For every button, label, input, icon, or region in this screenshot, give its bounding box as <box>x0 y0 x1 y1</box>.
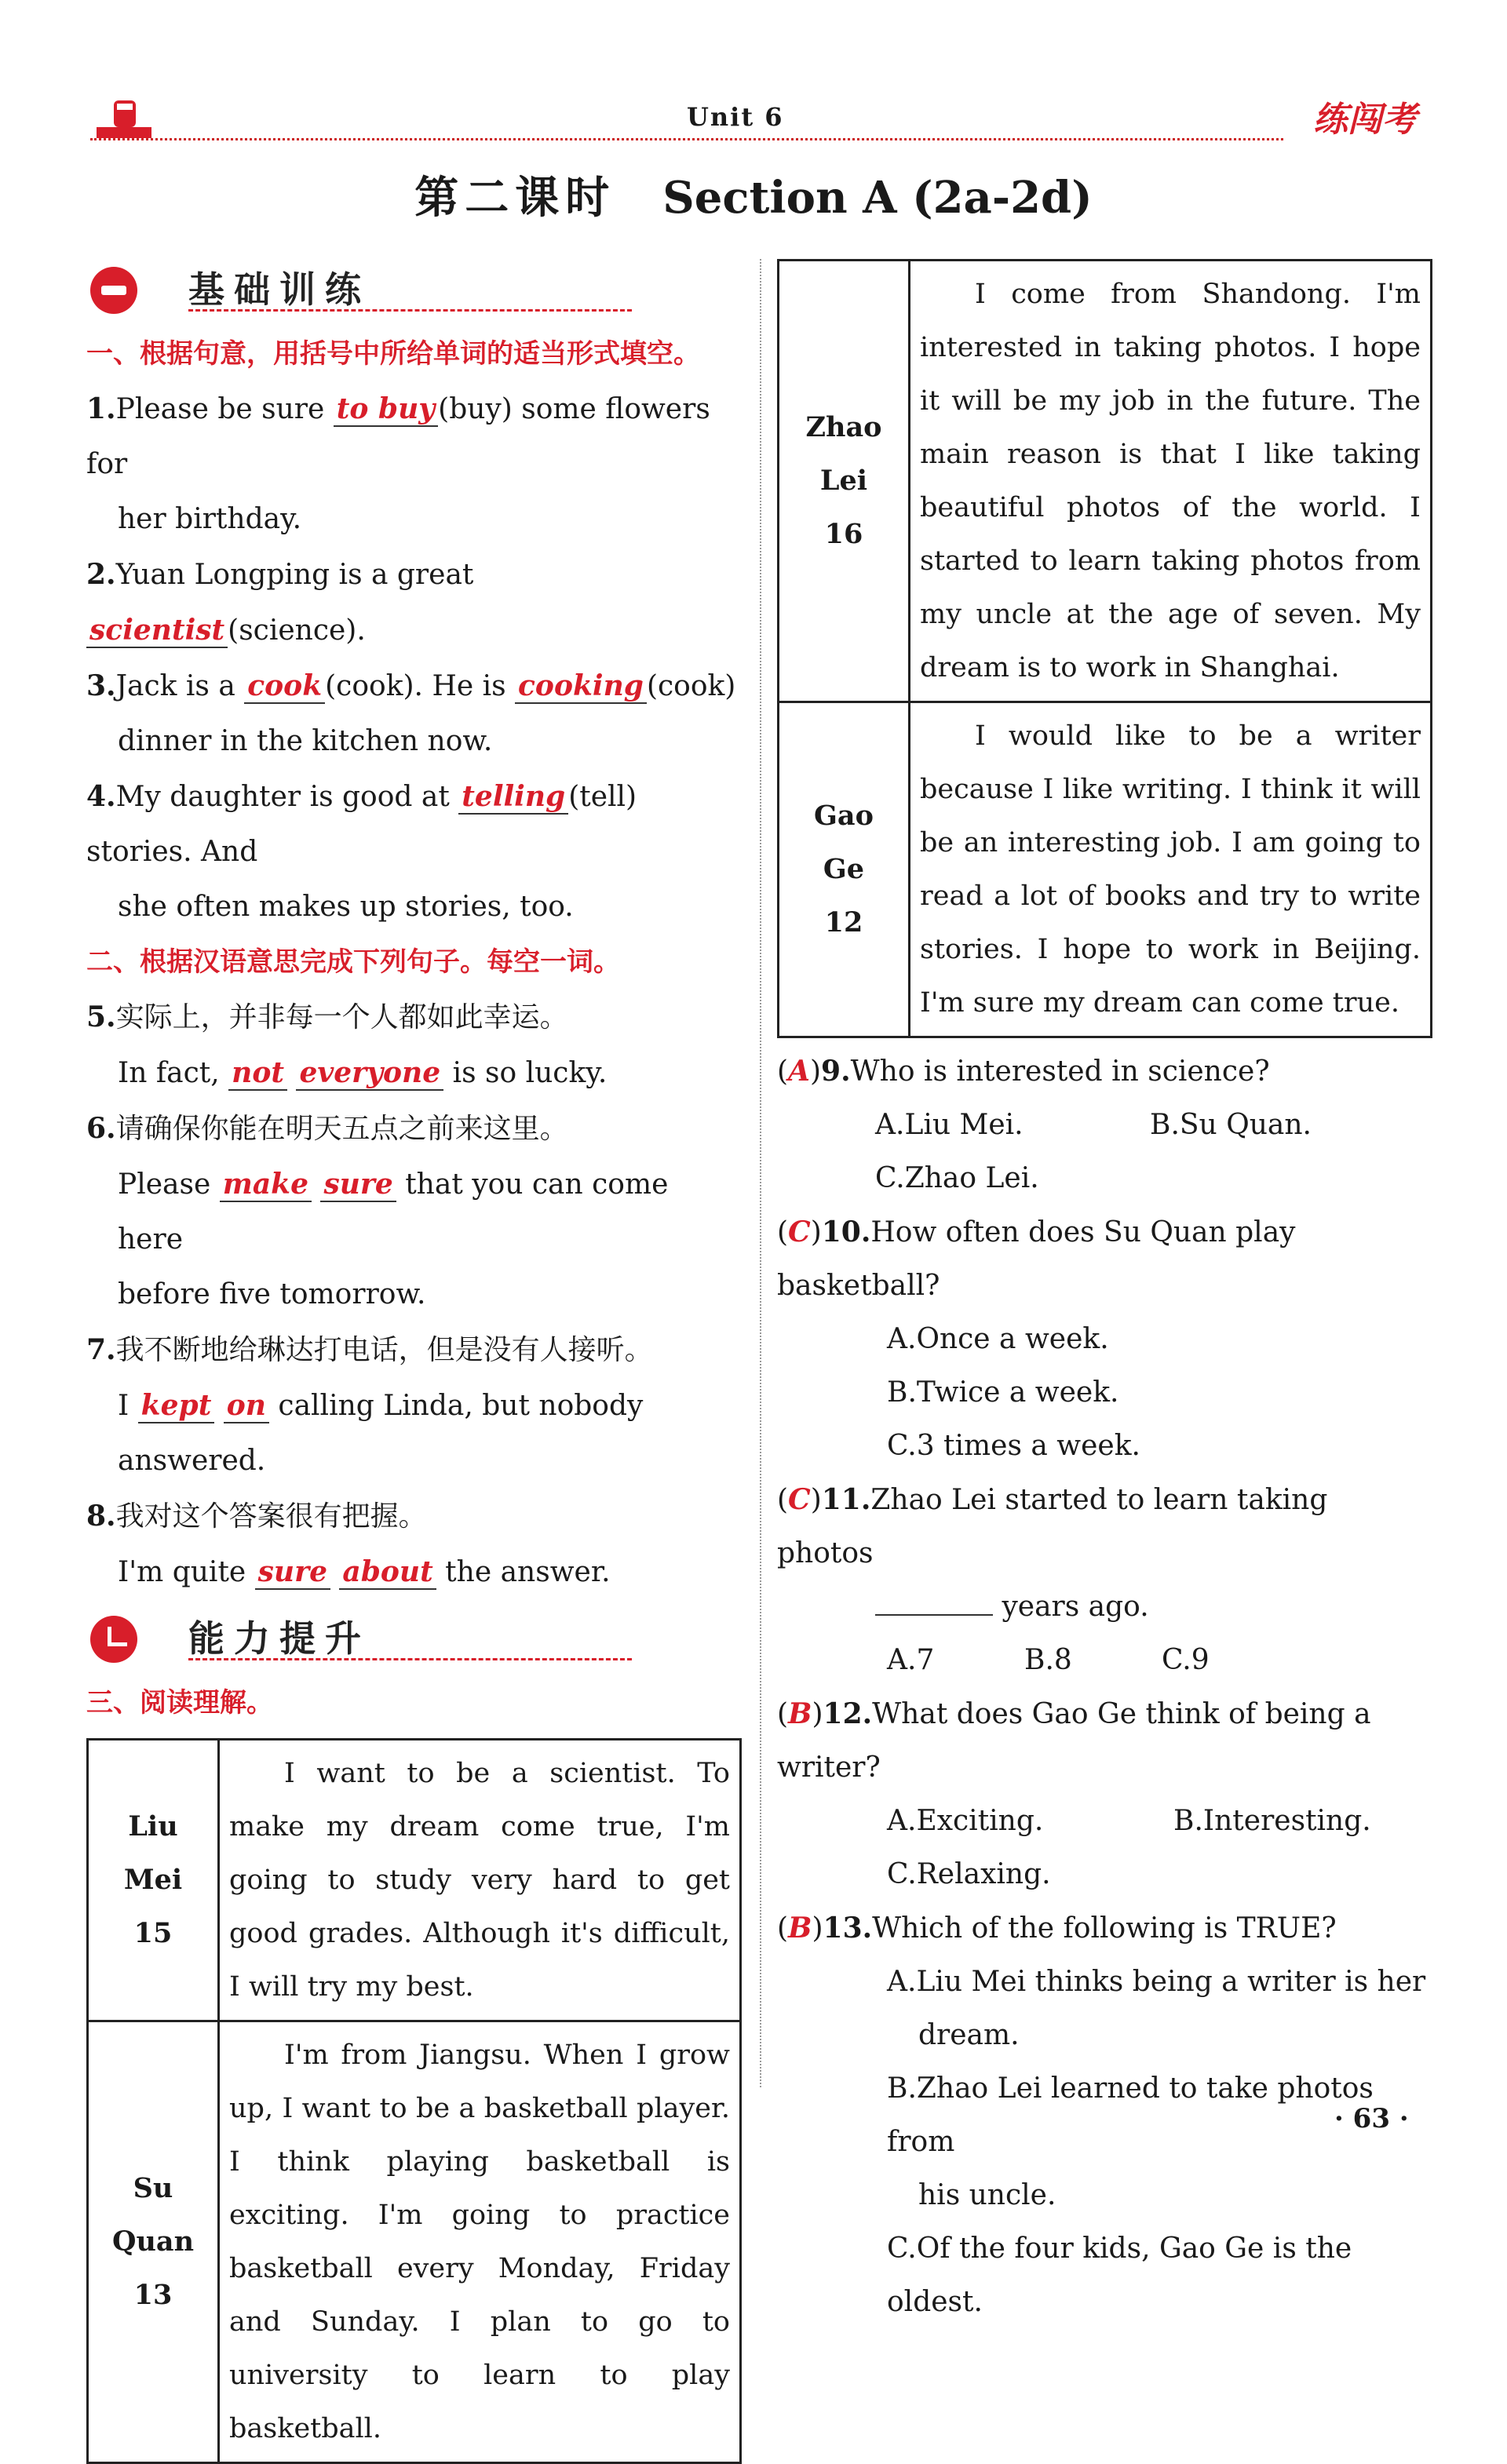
answer-4: telling <box>458 780 568 815</box>
question-11-cont: years ago. <box>777 1580 1432 1634</box>
reading-table-right <box>777 259 1432 1038</box>
question-3-cont: dinner in the kitchen now. <box>118 725 493 757</box>
question-11: (C)11.Zhao Lei started to learn taking photos <box>777 1483 1328 1569</box>
header-rule <box>90 138 1283 140</box>
question-6-en: Please make sure that you can come here <box>118 1168 669 1256</box>
options-12: A.Exciting. B.Interesting. <box>887 1805 1371 1837</box>
answer-3b: cooking <box>515 669 647 704</box>
question-4-cont: she often makes up stories, too. <box>118 891 574 923</box>
question-5-en: In fact, not everyone is so lucky. <box>118 1056 608 1089</box>
option-13a-cont: dream. <box>918 2019 1020 2051</box>
question-8-en: I'm quite sure about the answer. <box>118 1555 611 1588</box>
answer-5b: everyone <box>296 1056 443 1091</box>
column-divider <box>760 259 761 2087</box>
question-3: 3.Jack is a cook (cook). He is cooking (cook) <box>86 669 736 702</box>
left-column <box>86 259 742 2464</box>
option-9c: C.Zhao Lei. <box>875 1162 1039 1194</box>
question-2: 2.Yuan Longping is a great scientist (science). <box>86 558 474 647</box>
person-cell: Su Quan 13 <box>88 2021 219 2463</box>
answer-8b: about <box>339 1555 436 1590</box>
page-title <box>0 163 1507 226</box>
answer-6b: sure <box>320 1168 396 1202</box>
reading-table-left <box>86 1738 742 2464</box>
basic-training-banner: 基础训练 <box>86 259 742 322</box>
table-row <box>88 2021 741 2463</box>
page-number: · 63 · <box>1334 2103 1409 2134</box>
option-10b: B.Twice a week. <box>887 1376 1119 1409</box>
option-10c: C.3 times a week. <box>887 1430 1140 1462</box>
table-row <box>779 261 1432 702</box>
person-cell: Gao Ge 12 <box>779 702 910 1037</box>
option-13b: B.Zhao Lei learned to take photos from <box>887 2072 1374 2158</box>
answer-8a: sure <box>255 1555 330 1590</box>
answer-7a: kept <box>138 1389 215 1423</box>
option-13b-cont: his uncle. <box>918 2179 1056 2211</box>
question-10: (C)10.How often does Su Quan play basketball? <box>777 1216 1296 1302</box>
question-13: (B)13.Which of the following is TRUE? <box>777 1912 1337 1945</box>
question-4: 4.My daughter is good at telling (tell) stories. And <box>86 780 637 868</box>
question-12: (B)12.What does Gao Ge think of being a writer? <box>777 1697 1371 1784</box>
part3-title: 三、阅读理解。 <box>86 1687 273 1719</box>
clock-icon <box>90 1616 137 1663</box>
question-6-cont: before five tomorrow. <box>118 1278 426 1310</box>
passage-cell: I want to be a scientist. To make my dream come true, I'm going to study very hard to get good grades. Although it's difficult, I will try my best. <box>219 1740 741 2021</box>
option-10a: A.Once a week. <box>887 1323 1109 1355</box>
person-cell: Liu Mei 15 <box>88 1740 219 2021</box>
part1-title: 一、根据句意，用括号中所给单词的适当形式填空。 <box>86 338 700 370</box>
answer-5a: not <box>228 1056 287 1091</box>
ability-banner: 能力提升 <box>86 1608 742 1671</box>
table-row <box>88 1740 741 2021</box>
question-8: 8.我对这个答案很有把握。 <box>86 1500 427 1533</box>
lesson-number: 第二课时 <box>414 173 616 224</box>
answer-1: to buy <box>334 392 438 427</box>
option-13a: A.Liu Mei thinks being a writer is her <box>887 1966 1426 1998</box>
pencil-icon <box>90 267 137 314</box>
fist-logo-icon <box>97 96 151 141</box>
question-7-en: I kept on calling Linda, but nobody answered. <box>118 1389 644 1477</box>
question-7: 7.我不断地给琳达打电话，但是没有人接听。 <box>86 1333 653 1366</box>
options-9: A.Liu Mei. B.Su Quan. <box>875 1109 1312 1141</box>
answer-blank <box>875 1614 993 1616</box>
unit-label: Unit 6 <box>687 102 784 132</box>
answer-2: scientist <box>86 614 228 648</box>
page-header <box>90 86 1417 149</box>
option-12c: C.Relaxing. <box>887 1858 1051 1890</box>
question-1: 1.Please be sure to buy (buy) some flowers for <box>86 392 710 480</box>
part2-title: 二、根据汉语意思完成下列句子。每空一词。 <box>86 946 620 978</box>
options-11: A.7 B.8 C.9 <box>887 1644 1210 1676</box>
question-5: 5.实际上，并非每一个人都如此幸运。 <box>86 1001 568 1033</box>
question-9: (A)9.Who is interested in science? <box>777 1055 1270 1088</box>
passage-cell: I'm from Jiangsu. When I grow up, I want to be a basketball player. I think playing basketball is exciting. I'm going to practice basketball every Monday, Friday and Sunday. I plan to go to university to learn to play basketball. <box>219 2021 741 2463</box>
person-cell: Zhao Lei 16 <box>779 261 910 702</box>
question-6: 6.请确保你能在明天五点之前来这里。 <box>86 1112 568 1145</box>
right-column <box>777 259 1432 2329</box>
table-row <box>779 702 1432 1037</box>
passage-cell: I come from Shandong. I'm interested in taking photos. I hope it will be my job in the future. The main reason is that I like taking beautiful photos of the world. I started to learn taking photos from my uncle at the age of seven. My dream is to work in Shanghai. <box>910 261 1432 702</box>
passage-cell: I would like to be a writer because I like writing. I think it will be an interesting job. I am going to read a lot of books and try to write stories. I hope to work in Beijing. I'm sure my dream can come true. <box>910 702 1432 1037</box>
answer-3a: cook <box>244 669 325 704</box>
answer-7b: on <box>224 1389 269 1423</box>
answer-6a: make <box>220 1168 312 1202</box>
brand-logo: 练闯考 <box>1313 100 1417 140</box>
section-title: Section A (2a-2d) <box>662 172 1093 224</box>
question-1-cont: her birthday. <box>118 503 302 535</box>
option-13c: C.Of the four kids, Gao Ge is the oldest. <box>887 2233 1352 2318</box>
